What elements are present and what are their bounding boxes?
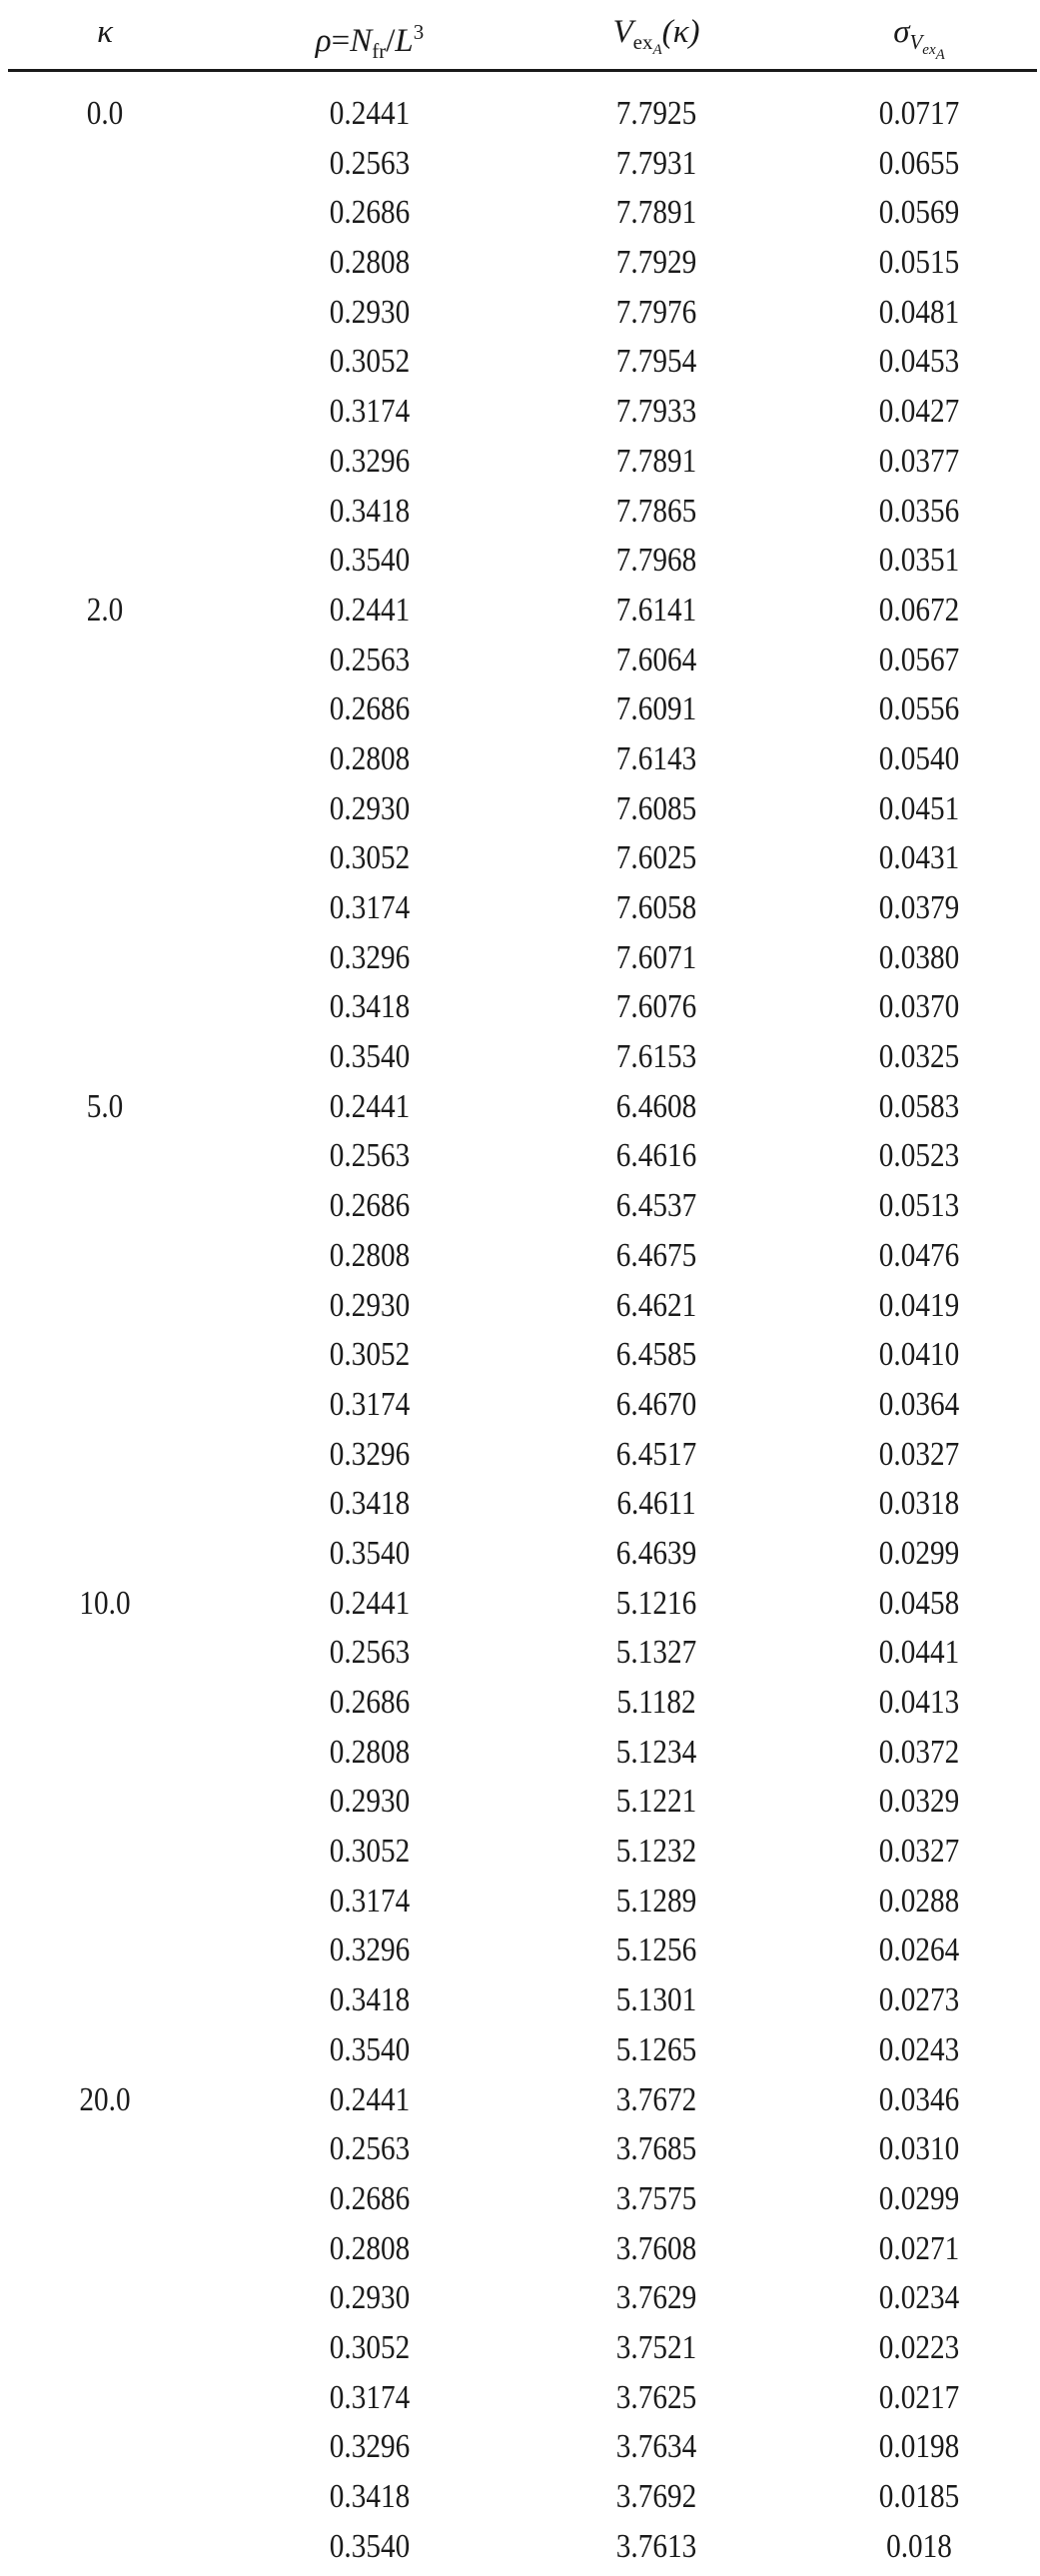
table-row <box>0 1882 1040 1932</box>
cell-rho: 0.3296 <box>329 938 411 976</box>
cell-rho: 0.2441 <box>329 1584 411 1622</box>
cell-sigma: 0.0569 <box>878 194 960 232</box>
cell-vex: 3.7575 <box>615 2179 697 2217</box>
cell-sigma: 0.0364 <box>878 1385 960 1423</box>
cell-vex: 7.7925 <box>615 95 697 132</box>
table-row <box>0 1286 1040 1336</box>
cell-sigma: 0.0273 <box>878 1981 960 2019</box>
cell-rho: 0.2930 <box>329 1783 411 1821</box>
cell-rho: 0.3418 <box>329 1485 411 1523</box>
cell-rho: 0.2808 <box>329 244 411 282</box>
cell-vex: 3.7692 <box>615 2478 697 2515</box>
table-row <box>0 987 1040 1037</box>
cell-vex: 5.1221 <box>615 1783 697 1821</box>
table-row <box>0 2378 1040 2428</box>
cell-sigma: 0.0672 <box>878 591 960 629</box>
table-row <box>0 193 1040 243</box>
cell-rho: 0.2563 <box>329 144 411 182</box>
cell-vex: 6.4585 <box>615 1336 697 1374</box>
cell-rho: 0.3296 <box>329 1435 411 1473</box>
table-row <box>0 2328 1040 2378</box>
cell-rho: 0.3174 <box>329 1882 411 1920</box>
table-row <box>0 2080 1040 2130</box>
table-row <box>0 392 1040 442</box>
table-row <box>0 1534 1040 1584</box>
cell-kappa: 20.0 <box>79 2080 131 2118</box>
cell-rho: 0.2808 <box>329 739 411 777</box>
cell-sigma: 0.0458 <box>878 1584 960 1622</box>
cell-vex: 5.1327 <box>615 1634 697 1672</box>
table-row <box>0 938 1040 988</box>
kappa-argument: (κ) <box>661 14 700 50</box>
table-row <box>0 144 1040 194</box>
cell-rho: 0.3052 <box>329 1336 411 1374</box>
sigma-symbol: σ <box>893 14 910 50</box>
cell-vex: 5.1289 <box>615 1882 697 1920</box>
cell-rho: 0.2441 <box>329 2080 411 2118</box>
cell-vex: 5.1216 <box>615 1584 697 1622</box>
sigma-subscript <box>909 30 945 63</box>
cell-vex: 3.7625 <box>615 2378 697 2416</box>
cell-vex: 5.1232 <box>615 1833 697 1871</box>
kappa-symbol: κ <box>97 14 113 50</box>
cell-rho: 0.2930 <box>329 1286 411 1324</box>
cell-sigma: 0.0515 <box>878 244 960 282</box>
cell-rho: 0.2930 <box>329 789 411 827</box>
cell-sigma: 0.0310 <box>878 2130 960 2168</box>
table-row <box>0 739 1040 789</box>
table-row <box>0 442 1040 492</box>
table-row <box>0 888 1040 938</box>
table-row <box>0 591 1040 641</box>
cell-sigma: 0.0540 <box>878 739 960 777</box>
cell-sigma: 0.0453 <box>878 343 960 381</box>
table-row <box>0 342 1040 392</box>
a-subscript: A <box>652 42 662 58</box>
table-row <box>0 641 1040 690</box>
cell-vex: 7.6153 <box>615 1038 697 1076</box>
table-body <box>0 94 1040 2576</box>
cell-sigma: 0.0318 <box>878 1485 960 1523</box>
table-row <box>0 1980 1040 2030</box>
cell-rho: 0.2441 <box>329 95 411 132</box>
cell-vex: 6.4608 <box>615 1087 697 1125</box>
table-row <box>0 789 1040 839</box>
table-row <box>0 838 1040 888</box>
cell-rho: 0.3052 <box>329 1833 411 1871</box>
cell-sigma: 0.0217 <box>878 2378 960 2416</box>
cell-vex: 7.7931 <box>615 144 697 182</box>
cell-rho: 0.2563 <box>329 641 411 678</box>
n-symbol: N <box>350 23 373 59</box>
header-vex <box>613 12 700 70</box>
header-rule <box>8 69 1037 72</box>
cell-vex: 5.1256 <box>615 1932 697 1969</box>
table-row <box>0 94 1040 144</box>
cell-sigma: 0.0264 <box>878 1932 960 1969</box>
cell-kappa: 5.0 <box>86 1087 124 1125</box>
cell-vex: 6.4639 <box>615 1534 697 1572</box>
cell-rho: 0.3418 <box>329 1981 411 2019</box>
table-row <box>0 243 1040 293</box>
cell-sigma: 0.0567 <box>878 641 960 678</box>
cell-sigma: 0.0329 <box>878 1783 960 1821</box>
cell-sigma: 0.0377 <box>878 442 960 480</box>
cell-sigma: 0.0410 <box>878 1336 960 1374</box>
cell-sigma: 0.0299 <box>878 2179 960 2217</box>
header-sigma <box>893 12 945 75</box>
cell-vex: 5.1265 <box>615 2030 697 2068</box>
cell-rho: 0.3540 <box>329 542 411 580</box>
table-row <box>0 492 1040 542</box>
cell-rho: 0.3540 <box>329 2527 411 2565</box>
cell-sigma: 0.0717 <box>878 95 960 132</box>
cell-rho: 0.3052 <box>329 343 411 381</box>
cell-sigma: 0.0223 <box>878 2328 960 2366</box>
table-row <box>0 541 1040 591</box>
table-row <box>0 2477 1040 2527</box>
cell-sigma: 0.0556 <box>878 690 960 728</box>
cell-vex: 6.4675 <box>615 1236 697 1274</box>
table-row <box>0 1584 1040 1634</box>
cell-rho: 0.2808 <box>329 1733 411 1771</box>
cell-vex: 7.7865 <box>615 492 697 530</box>
cell-rho: 0.2441 <box>329 591 411 629</box>
cell-sigma: 0.0271 <box>878 2229 960 2267</box>
cell-sigma: 0.0476 <box>878 1236 960 1274</box>
cell-sigma: 0.0419 <box>878 1286 960 1324</box>
table-row <box>0 1236 1040 1286</box>
cell-sigma: 0.0431 <box>878 839 960 877</box>
cell-vex: 7.7976 <box>615 293 697 331</box>
cell-vex: 3.7629 <box>615 2279 697 2317</box>
cell-rho: 0.3540 <box>329 2030 411 2068</box>
cell-rho: 0.3174 <box>329 1385 411 1423</box>
ex-subscript <box>632 30 662 58</box>
cell-sigma: 0.0327 <box>878 1833 960 1871</box>
cell-sigma: 0.0299 <box>878 1534 960 1572</box>
table-row <box>0 2427 1040 2477</box>
cell-vex: 6.4670 <box>615 1385 697 1423</box>
cell-vex: 3.7634 <box>615 2428 697 2466</box>
cell-rho: 0.3418 <box>329 492 411 530</box>
cell-rho: 0.2563 <box>329 1137 411 1175</box>
table-row <box>0 1733 1040 1783</box>
cell-rho: 0.3296 <box>329 442 411 480</box>
cell-rho: 0.2686 <box>329 1684 411 1721</box>
table-row <box>0 1037 1040 1087</box>
table-row <box>0 1186 1040 1236</box>
cell-rho: 0.2686 <box>329 690 411 728</box>
cell-vex: 7.6058 <box>615 889 697 926</box>
cell-vex: 7.6143 <box>615 739 697 777</box>
cell-vex: 5.1182 <box>616 1684 696 1721</box>
table-row <box>0 2527 1040 2576</box>
cell-sigma: 0.018 <box>886 2527 952 2565</box>
cell-sigma: 0.0327 <box>878 1435 960 1473</box>
cell-sigma: 0.0288 <box>878 1882 960 1920</box>
fr-subscript: fr <box>372 39 387 63</box>
ex-text: ex <box>922 42 936 58</box>
cell-sigma: 0.0379 <box>878 889 960 926</box>
cell-sigma: 0.0356 <box>878 492 960 530</box>
table-row <box>0 1335 1040 1385</box>
cell-sigma: 0.0441 <box>878 1634 960 1672</box>
cell-sigma: 0.0243 <box>878 2030 960 2068</box>
cell-sigma: 0.0234 <box>878 2279 960 2317</box>
table-row <box>0 689 1040 739</box>
v-symbol: V <box>612 14 633 50</box>
cell-kappa: 0.0 <box>86 95 124 132</box>
cell-rho: 0.3418 <box>329 2478 411 2515</box>
cell-vex: 6.4616 <box>615 1137 697 1175</box>
cell-rho: 0.2686 <box>329 194 411 232</box>
cell-vex: 6.4517 <box>615 1435 697 1473</box>
cell-sigma: 0.0185 <box>878 2478 960 2515</box>
rho-symbol: ρ <box>315 23 332 59</box>
cell-sigma: 0.0523 <box>878 1137 960 1175</box>
table-row <box>0 293 1040 343</box>
table-row <box>0 1782 1040 1832</box>
cell-vex: 7.7968 <box>615 542 697 580</box>
slash: / <box>386 23 396 59</box>
table-row <box>0 1832 1040 1882</box>
cell-sigma: 0.0513 <box>878 1187 960 1225</box>
cell-rho: 0.2686 <box>329 2179 411 2217</box>
cell-rho: 0.2563 <box>329 2130 411 2168</box>
cell-sigma: 0.0346 <box>878 2080 960 2118</box>
cell-sigma: 0.0655 <box>878 144 960 182</box>
cell-vex: 7.6064 <box>615 641 697 678</box>
cell-rho: 0.2808 <box>329 2229 411 2267</box>
cell-rho: 0.3296 <box>329 2428 411 2466</box>
cell-vex: 7.6071 <box>615 938 697 976</box>
table-row <box>0 1385 1040 1435</box>
cell-rho: 0.3540 <box>329 1534 411 1572</box>
cell-vex: 7.6141 <box>615 591 697 629</box>
cell-rho: 0.3174 <box>329 393 411 431</box>
cell-vex: 6.4621 <box>615 1286 697 1324</box>
header-kappa <box>97 12 113 52</box>
table-row <box>0 2278 1040 2328</box>
cell-kappa: 2.0 <box>86 591 124 629</box>
cell-sigma: 0.0325 <box>878 1038 960 1076</box>
cell-vex: 7.7891 <box>615 442 697 480</box>
cell-vex: 5.1301 <box>615 1981 697 2019</box>
cell-rho: 0.3052 <box>329 839 411 877</box>
cell-rho: 0.3174 <box>329 2378 411 2416</box>
cell-vex: 3.7613 <box>615 2527 697 2565</box>
table-row <box>0 2030 1040 2080</box>
cell-rho: 0.2808 <box>329 1236 411 1274</box>
cell-vex: 7.6076 <box>615 988 697 1026</box>
v-subscript: V <box>909 30 923 54</box>
cell-vex: 7.7929 <box>615 244 697 282</box>
cell-sigma: 0.0451 <box>878 789 960 827</box>
table-row <box>0 1683 1040 1733</box>
cell-rho: 0.3174 <box>329 889 411 926</box>
cell-rho: 0.3052 <box>329 2328 411 2366</box>
cell-vex: 3.7672 <box>615 2080 697 2118</box>
cell-vex: 3.7608 <box>615 2229 697 2267</box>
cell-vex: 6.4537 <box>615 1187 697 1225</box>
cell-sigma: 0.0583 <box>878 1087 960 1125</box>
table-row <box>0 1136 1040 1186</box>
cell-rho: 0.3296 <box>329 1932 411 1969</box>
cell-rho: 0.2563 <box>329 1634 411 1672</box>
table-header <box>0 0 1040 70</box>
table-row <box>0 1633 1040 1683</box>
cell-rho: 0.3418 <box>329 988 411 1026</box>
cell-sigma: 0.0351 <box>878 542 960 580</box>
cell-vex: 7.7933 <box>615 393 697 431</box>
ex-a-subscript <box>922 42 945 63</box>
cell-rho: 0.3540 <box>329 1038 411 1076</box>
cell-vex: 3.7685 <box>615 2130 697 2168</box>
cell-kappa: 10.0 <box>79 1584 131 1622</box>
cell-rho: 0.2441 <box>329 1087 411 1125</box>
cell-rho: 0.2930 <box>329 2279 411 2317</box>
cell-vex: 5.1234 <box>615 1733 697 1771</box>
cell-vex: 7.6091 <box>615 690 697 728</box>
cell-sigma: 0.0372 <box>878 1733 960 1771</box>
table-row <box>0 1435 1040 1485</box>
cell-sigma: 0.0380 <box>878 938 960 976</box>
cell-vex: 6.4611 <box>616 1485 696 1523</box>
cell-vex: 7.7891 <box>615 194 697 232</box>
cell-vex: 7.6085 <box>615 789 697 827</box>
table-row <box>0 1931 1040 1980</box>
cell-sigma: 0.0370 <box>878 988 960 1026</box>
header-rho <box>316 12 425 71</box>
l-symbol: L <box>395 23 414 59</box>
cell-vex: 7.7954 <box>615 343 697 381</box>
table-row <box>0 2129 1040 2179</box>
cell-rho: 0.2686 <box>329 1187 411 1225</box>
a-subscript: A <box>935 47 945 63</box>
cell-rho: 0.2930 <box>329 293 411 331</box>
cell-sigma: 0.0198 <box>878 2428 960 2466</box>
table-row <box>0 1087 1040 1137</box>
cube-exponent: 3 <box>413 20 425 44</box>
table-row <box>0 2229 1040 2279</box>
cell-sigma: 0.0481 <box>878 293 960 331</box>
table-row <box>0 2179 1040 2229</box>
ex-text: ex <box>632 30 653 54</box>
table-row <box>0 1484 1040 1534</box>
cell-sigma: 0.0413 <box>878 1684 960 1721</box>
cell-vex: 3.7521 <box>615 2328 697 2366</box>
equals-sign: = <box>331 23 351 59</box>
cell-sigma: 0.0427 <box>878 393 960 431</box>
cell-vex: 7.6025 <box>615 839 697 877</box>
